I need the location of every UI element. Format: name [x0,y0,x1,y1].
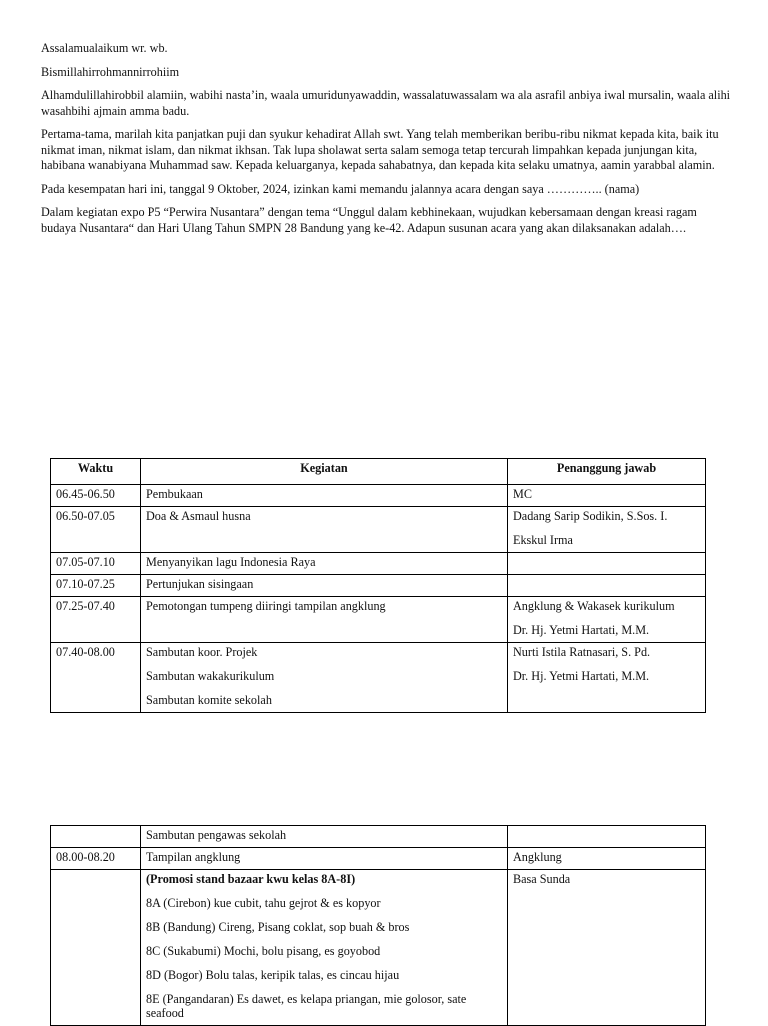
basmalah: Bismillahirrohmannirrohiim [41,64,180,79]
activity-line: Menyanyikan lagu Indonesia Raya [146,555,316,569]
activity-line: 8A (Cirebon) kue cubit, tahu gejrot & es kopyor [146,896,381,910]
activity-cell [141,870,508,1026]
table-row [51,485,706,507]
time-cell: 07.10-07.25 [51,575,141,597]
table-row [51,643,706,713]
activity-line: Pemotongan tumpeng diiringi tampilan angklung [146,599,386,613]
activity-line: Pembukaan [146,487,203,501]
time-cell [51,826,141,848]
activity-line: Sambutan komite sekolah [146,693,272,707]
pic-line: Angklung & Wakasek kurikulum [513,599,675,613]
pic-line: Ekskul Irma [513,533,573,547]
activity-line: Sambutan koor. Projek [146,645,258,659]
activity-line: Doa & Asmaul husna [146,509,251,523]
header-pic: Penanggung jawab [508,459,706,485]
pic-line: Dr. Hj. Yetmi Hartati, M.M. [513,669,650,683]
pic-cell [508,553,706,575]
activity-line: 8C (Sukabumi) Mochi, bolu pisang, es goyobod [146,944,381,958]
activity-cell [141,553,508,575]
time-cell: 07.40-08.00 [51,643,141,713]
time-cell: 06.45-06.50 [51,485,141,507]
activity-cell [141,575,508,597]
date-paragraph: Pada kesempatan hari ini, tanggal 9 Oktober, 2024, izinkan kami memandu jalannya acara dengan saya ………….. (nama) [41,181,640,196]
table-row [51,597,706,643]
pic-cell [508,643,706,713]
pic-cell [508,826,706,848]
activity-line: Sambutan pengawas sekolah [146,828,287,842]
activity-line: Sambutan wakakurikulum [146,669,275,683]
opening-text [41,41,731,244]
pic-cell [508,575,706,597]
pic-line: Nurti Istila Ratnasari, S. Pd. [513,645,651,659]
activity-cell [141,485,508,507]
activity-cell [141,507,508,553]
table-row [51,507,706,553]
activity-line: Tampilan angklung [146,850,241,864]
activity-line: (Promosi stand bazaar kwu kelas 8A-8I) [146,872,356,886]
pic-cell [508,848,706,870]
activity-line: 8B (Bandung) Cireng, Pisang coklat, sop buah & bros [146,920,410,934]
schedule-table-1 [50,458,706,713]
activity-line: 8D (Bogor) Bolu talas, keripik talas, es cincau hijau [146,968,400,982]
time-cell: 07.25-07.40 [51,597,141,643]
pic-line: Dadang Sarip Sodikin, S.Sos. I. [513,509,668,523]
table-header-row [51,459,706,485]
activity-cell [141,597,508,643]
pic-line: MC [513,487,532,501]
pic-line: Dr. Hj. Yetmi Hartati, M.M. [513,623,650,637]
time-cell [51,870,141,1026]
pic-line [513,555,700,569]
activity-cell [141,643,508,713]
pic-line: Basa Sunda [513,872,571,886]
table-row [51,553,706,575]
activity-cell [141,826,508,848]
header-time: Waktu [51,459,141,485]
table-row [51,870,706,1026]
activity-line: 8E (Pangandaran) Es dawet, es kelapa priangan, mie golosor, sate seafood [146,992,467,1020]
time-cell: 07.05-07.10 [51,553,141,575]
pic-line [513,577,700,591]
table-row [51,848,706,870]
table-row [51,826,706,848]
pic-cell [508,507,706,553]
pic-cell [508,597,706,643]
gratitude-paragraph: Pertama-tama, marilah kita panjatkan puji dan syukur kehadirat Allah swt. Yang telah memberikan beribu-ribu nikmat kepada kita, baik itu nikmat iman, nikmat islam, dan nikmat ikhsan. Tak lupa sholawat serta salam semoga tetap tercurah limpahkan kepada junjungan kita, habibana wanabiyana Muhammad saw. Kepada keluarganya, kepada sahabatnya, dan kepada kita selaku umatnya, aamin yarabbal alamin. [41,127,719,172]
activity-cell [141,848,508,870]
header-activity: Kegiatan [141,459,508,485]
hamdalah-paragraph: Alhamdulillahirobbil alamiin, wabihi nasta’in, waala umuridunyawaddin, wassalatuwassalam wa ala asrafil anbiya iwal mursalin, waala alihi wasahbihi ajmain amma badu. [41,88,731,118]
time-cell: 08.00-08.20 [51,848,141,870]
pic-cell [508,485,706,507]
pic-line: Angklung [513,850,562,864]
pic-line [513,828,700,842]
event-paragraph: Dalam kegiatan expo P5 “Perwira Nusantara” dengan tema “Unggul dalam kebhinekaan, wujudkan kebersamaan dengan kreasi ragam budaya Nusantara“ dan Hari Ulang Tahun SMPN 28 Bandung yang ke-42. Adapun susunan acara yang akan dilaksanakan adalah…. [41,205,697,235]
pic-cell [508,870,706,1026]
time-cell: 06.50-07.05 [51,507,141,553]
schedule-table-2 [50,825,706,1026]
greeting: Assalamualaikum wr. wb. [41,41,168,55]
table-row [51,575,706,597]
activity-line: Pertunjukan sisingaan [146,577,254,591]
